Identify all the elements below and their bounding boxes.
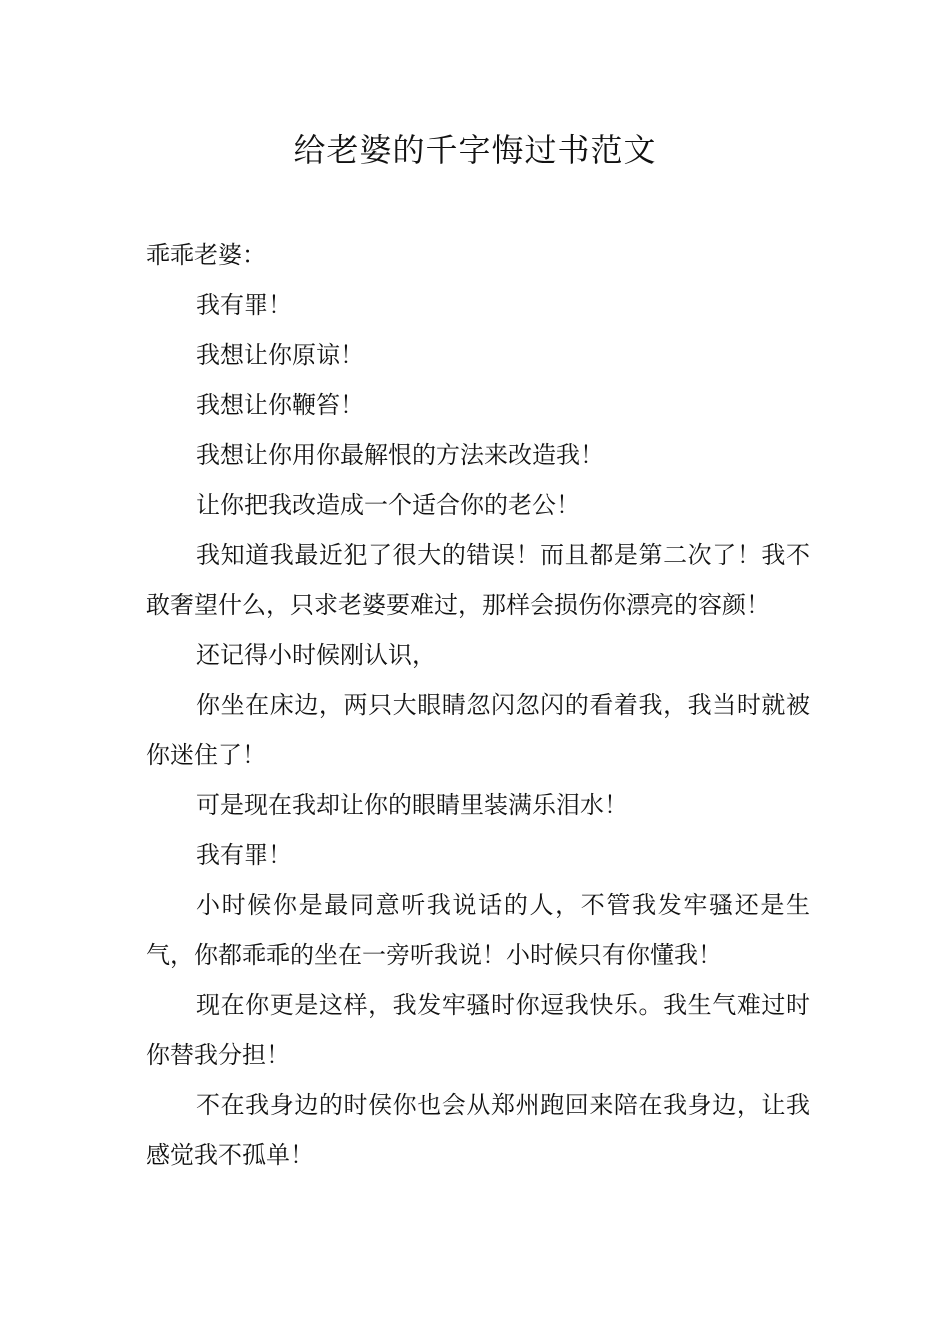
paragraph: 我有罪！ [196,841,292,869]
paragraph: 现在你更是这样，我发牢骚时你逗我快乐。我生气难过时你替我分担！ [146,991,810,1069]
document-body [146,230,810,1180]
paragraph: 小时候你是最同意听我说话的人，不管我发牢骚还是生气，你都乖乖的坐在一旁听我说！小时候只有你懂我！ [146,891,810,969]
paragraph: 让你把我改造成一个适合你的老公！ [196,491,580,519]
paragraph: 我想让你鞭笞！ [196,391,364,419]
document-title: 给老婆的千字悔过书范文 [293,131,657,169]
paragraph: 我有罪！ [196,291,292,319]
paragraph: 你坐在床边，两只大眼睛忽闪忽闪的看着我，我当时就被你迷住了！ [146,691,810,769]
paragraph: 还记得小时候刚认识， [196,641,436,669]
paragraph: 我想让你用你最解恨的方法来改造我！ [196,441,604,469]
paragraph: 不在我身边的时侯你也会从郑州跑回来陪在我身边，让我感觉我不孤单！ [146,1091,810,1169]
paragraph: 我想让你原谅！ [196,341,364,369]
salutation: 乖乖老婆： [146,241,266,269]
paragraph: 可是现在我却让你的眼睛里装满乐泪水！ [196,791,628,819]
paragraph: 我知道我最近犯了很大的错误！而且都是第二次了！我不敢奢望什么，只求老婆要难过，那样会损伤你漂亮的容颜！ [146,541,810,619]
